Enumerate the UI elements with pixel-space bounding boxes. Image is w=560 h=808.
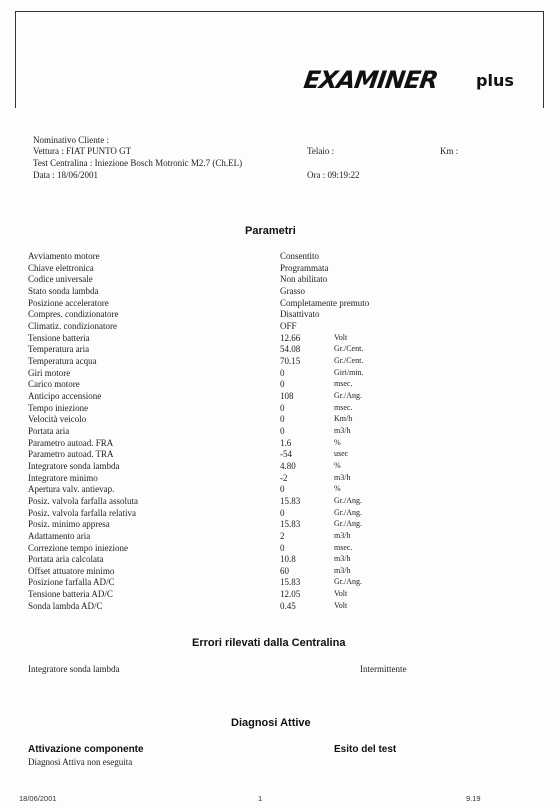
param-unit: Volt (334, 332, 348, 342)
param-unit: m3/h (334, 565, 351, 575)
param-row (28, 531, 548, 542)
param-row (28, 496, 548, 507)
param-label: Temperatura acqua (28, 355, 97, 366)
param-row (28, 426, 548, 437)
param-value: Programmata (280, 262, 329, 273)
footer-time: 9.19 (466, 794, 481, 803)
param-value: 15.83 (280, 577, 301, 588)
param-unit: % (334, 460, 341, 470)
param-value: Grasso (280, 285, 305, 296)
km-label: Km : (440, 146, 459, 156)
param-label: Posizione farfalla AD/C (28, 577, 115, 588)
param-label: Avviamento motore (28, 251, 100, 261)
param-unit: m3/h (334, 472, 351, 482)
test-label: Test Centralina : Iniezione Bosch Motronic M2.7 (Ch.EL) (33, 158, 243, 168)
param-row (28, 356, 548, 367)
param-row (28, 566, 548, 577)
param-value: 0 (280, 414, 285, 425)
param-row (28, 286, 548, 297)
param-row (28, 414, 548, 425)
param-row (28, 263, 548, 274)
param-value: 0 (280, 542, 285, 553)
errore-status: Intermittente (360, 664, 407, 674)
param-value: 70.15 (280, 355, 301, 366)
param-value: 0 (280, 425, 285, 436)
param-row (28, 391, 548, 402)
param-label: Parametro autoad. FRA (28, 437, 114, 448)
esito-header: Esito del test (334, 744, 397, 755)
param-label: Posizione acceleratore (28, 297, 109, 308)
param-unit: Gr./Ang. (334, 507, 362, 517)
telaio-label: Telaio : (307, 146, 335, 156)
param-value: 0.45 (280, 600, 296, 611)
param-row (28, 519, 548, 530)
param-value: 0 (280, 367, 285, 378)
param-row (28, 543, 548, 554)
param-label: Carico motore (28, 379, 80, 390)
footer-date: 18/06/2001 (19, 794, 57, 803)
param-unit: Volt (334, 589, 348, 599)
param-row (28, 473, 548, 484)
logo-word: EXAMINER (302, 66, 440, 94)
errori-title: Errori rilevati dalla Centralina (192, 637, 346, 649)
param-value: 15.83 (280, 519, 301, 530)
param-value: 1.6 (280, 437, 292, 448)
param-row (28, 309, 548, 320)
param-unit: Giri/min. (334, 367, 364, 377)
param-value: 108 (280, 390, 294, 401)
param-value: Non abilitato (280, 274, 328, 285)
param-unit: Gr./Ang. (334, 390, 362, 400)
param-value: Completamente premuto (280, 297, 370, 308)
param-label: Correzione tempo iniezione (28, 542, 128, 553)
examiner-logo (304, 66, 522, 94)
param-label: Integratore sonda lambda (28, 460, 120, 471)
param-label: Anticipo accensione (28, 390, 102, 401)
param-value: -2 (280, 472, 288, 483)
param-unit: % (334, 437, 341, 447)
param-row (28, 554, 548, 565)
param-value: Disattivato (280, 309, 320, 320)
param-value: 15.83 (280, 495, 301, 506)
errore-item: Integratore sonda lambda (28, 664, 120, 674)
param-label: Temperatura aria (28, 344, 90, 355)
param-label: Codice universale (28, 274, 93, 285)
param-value: 0 (280, 507, 285, 518)
diagnosi-title: Diagnosi Attive (231, 717, 311, 729)
param-unit: % (334, 484, 341, 494)
param-label: Compres. condizionatore (28, 309, 119, 320)
param-value: 60 (280, 565, 289, 576)
param-row (28, 589, 548, 600)
param-row (28, 321, 548, 332)
param-label: Chiave elettronica (28, 262, 94, 273)
logo-suffix: plus (476, 71, 514, 90)
param-unit: m3/h (334, 425, 351, 435)
attivazione-header: Attivazione componente (28, 744, 144, 755)
param-value: 4.80 (280, 460, 296, 471)
param-unit: msec. (334, 542, 353, 552)
param-value: 12.66 (280, 332, 301, 343)
param-row (28, 333, 548, 344)
param-row (28, 438, 548, 449)
param-label: Posiz. valvola farfalla assoluta (28, 495, 138, 506)
diagnosi-note: Diagnosi Attiva non eseguita (28, 757, 133, 767)
param-label: Tensione batteria (28, 332, 90, 343)
param-value: Consentito (280, 251, 320, 261)
param-row (28, 274, 548, 285)
param-unit: Gr./Ang. (334, 495, 362, 505)
param-label: Sonda lambda AD/C (28, 600, 103, 611)
param-label: Apertura valv. antievap. (28, 484, 115, 495)
param-unit: m3/h (334, 554, 351, 564)
param-label: Posiz. valvola farfalla relativa (28, 507, 136, 518)
param-unit: msec. (334, 402, 353, 412)
param-label: Climatiz. condizionatore (28, 320, 117, 331)
param-label: Adattamento aria (28, 530, 91, 541)
param-unit: Volt (334, 600, 348, 610)
param-label: Stato sonda lambda (28, 285, 99, 296)
param-row (28, 379, 548, 390)
param-value: 0 (280, 379, 285, 390)
param-value: 12.05 (280, 589, 301, 600)
param-unit: Gr./Cent. (334, 355, 364, 365)
param-value: -54 (280, 449, 292, 460)
vettura-label: Vettura : FIAT PUNTO GT (33, 146, 132, 156)
param-label: Velocità veicolo (28, 414, 87, 425)
param-row (28, 403, 548, 414)
param-unit: Gr./Ang. (334, 519, 362, 529)
ora-label: Ora : 09:19:22 (307, 170, 360, 180)
footer-page: 1 (258, 794, 263, 803)
param-unit: m3/h (334, 530, 351, 540)
param-unit: Gr./Cent. (334, 344, 364, 354)
param-label: Tensione batteria AD/C (28, 589, 113, 600)
param-value: 2 (280, 530, 285, 541)
param-value: OFF (280, 320, 297, 331)
param-value: 54.08 (280, 344, 301, 355)
param-label: Portata aria calcolata (28, 554, 104, 565)
param-row (28, 251, 548, 262)
param-label: Integratore minimo (28, 472, 98, 483)
param-label: Tempo iniezione (28, 402, 89, 413)
param-label: Posiz. minimo appresa (28, 519, 110, 530)
param-row (28, 508, 548, 519)
param-unit: Km/h (334, 414, 353, 424)
param-row (28, 577, 548, 588)
param-row (28, 601, 548, 612)
param-row (28, 484, 548, 495)
param-row (28, 298, 548, 309)
param-row (28, 368, 548, 379)
param-label: Offset attuatore minimo (28, 565, 115, 576)
param-label: Giri motore (28, 367, 71, 378)
param-row (28, 449, 548, 460)
param-value: 0 (280, 402, 285, 413)
param-row (28, 344, 548, 355)
param-value: 10.8 (280, 554, 296, 565)
param-row (28, 461, 548, 472)
data-label: Data : 18/06/2001 (33, 170, 98, 180)
param-label: Parametro autoad. TRA (28, 449, 114, 460)
param-value: 0 (280, 484, 285, 495)
param-unit: msec. (334, 379, 353, 389)
param-unit: Gr./Ang. (334, 577, 362, 587)
param-label: Portata aria (28, 425, 70, 436)
cliente-label: Nominativo Cliente : (33, 135, 109, 145)
parametri-title: Parametri (245, 225, 296, 237)
param-unit: usec (334, 449, 349, 459)
